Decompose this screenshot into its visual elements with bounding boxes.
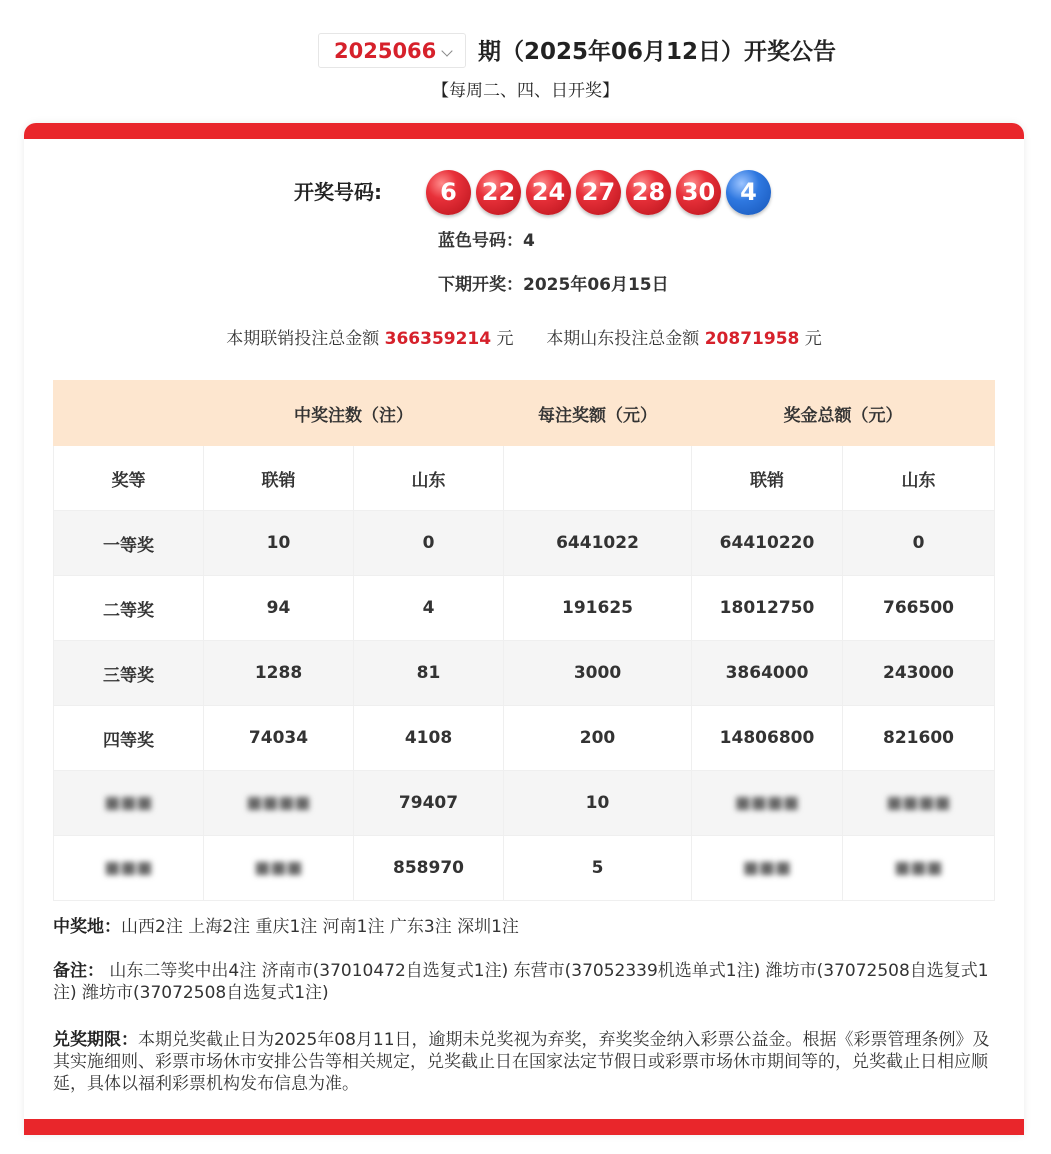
per-bet-cell: 6441022 [504,511,692,576]
per-bet-cell: 5 [504,836,692,901]
card-bottom-bar [24,1119,1024,1135]
result-card [24,123,1024,1135]
issue-select[interactable] [318,33,466,68]
total-union-cell: 64410220 [692,511,843,576]
union-cell-blurred [204,836,354,901]
shandong-cell: 4108 [354,706,504,771]
red-ball: 24 [526,170,571,215]
blue-number-label: 蓝色号码： [438,231,523,251]
red-ball: 22 [476,170,521,215]
remark-text: 山东二等奖中出4注 济南市(37010472自选复式1注) 东营市(37052339机选单式1注) 潍坊市(37072508自选复式1注) 潍坊市(37072508自选复式1注) [53,961,989,1003]
blurred-text: ■■■ [254,858,303,878]
blue-number-value: 4 [523,231,535,251]
claim-deadline [53,1029,998,1095]
table-sub-header [54,446,995,511]
tier-cell-blurred [54,836,204,901]
total-union-cell: 18012750 [692,576,843,641]
table-header-cell [504,446,692,511]
blurred-text: ■■■ [742,858,792,878]
table-row [54,706,995,771]
remark [53,960,998,1004]
total-union-header: 联销 [692,446,843,511]
total-shandong-cell: 766500 [843,576,995,641]
blurred-text: ■■■■ [246,793,311,813]
per-bet-cell: 3000 [504,641,692,706]
claim-deadline-text: 本期兑奖截止日为2025年08月11日，逾期未兑奖视为弃奖，弃奖奖金纳入彩票公益金。根据《彩票管理条例》及其实施细则、彩票市场休市安排公告等相关规定，兑奖截止日在国家法定节假日或彩票市场休市期间等的，兑奖截止日相应顺延，具体以福利彩票机构发布信息为准。 [53,1030,990,1094]
union-cell: 94 [204,576,354,641]
union-cell-blurred [204,771,354,836]
draw-schedule: 【每周二、四、日开奖】 [432,81,619,101]
shandong-cell: 81 [354,641,504,706]
card-top-bar [24,123,1024,139]
remark-label: 备注： [53,961,104,981]
shandong-sales-unit: 元 [804,329,822,349]
table-row [54,836,995,901]
red-ball: 6 [426,170,471,215]
per-bet-header: 每注奖额（元） [504,381,692,446]
total-header: 奖金总额（元） [692,381,995,446]
tier-cell: 三等奖 [54,641,204,706]
total-union-cell: 14806800 [692,706,843,771]
next-draw-label: 下期开奖： [438,275,523,295]
table-row [54,576,995,641]
total-shandong-cell: 0 [843,511,995,576]
union-cell: 1288 [204,641,354,706]
prize-table [53,380,995,901]
union-sales-label: 本期联销投注总金额 [226,329,380,349]
red-ball: 28 [626,170,671,215]
per-bet-cell: 200 [504,706,692,771]
page-header [0,0,1051,120]
next-draw-line [438,274,669,296]
blurred-text: ■■■■ [734,793,800,813]
total-shandong-header: 山东 [843,446,995,511]
table-row [54,641,995,706]
red-ball: 30 [676,170,721,215]
total-shandong-cell-blurred [843,836,995,901]
blurred-text: ■■■ [894,858,943,878]
total-shandong-cell: 821600 [843,706,995,771]
blue-number-line [438,230,535,252]
sales-summary [24,328,1024,350]
per-bet-cell: 191625 [504,576,692,641]
tier-cell-blurred [54,771,204,836]
blurred-text: ■■■ [104,793,153,813]
per-bet-cell: 10 [504,771,692,836]
issue-select-value: 2025066 [334,39,437,63]
total-union-cell-blurred [692,836,843,901]
table-group-header [54,381,995,446]
tier-cell: 二等奖 [54,576,204,641]
blurred-text: ■■■ [104,858,153,878]
union-header: 联销 [204,446,354,511]
blue-ball: 4 [726,170,771,215]
table-row [54,511,995,576]
draw-numbers-label: 开奖号码: [294,180,382,204]
claim-deadline-label: 兑奖期限： [53,1030,138,1050]
chevron-down-icon [441,45,452,56]
total-shandong-cell-blurred [843,771,995,836]
total-union-cell: 3864000 [692,641,843,706]
total-union-cell-blurred [692,771,843,836]
next-draw-date: 2025年06月15日 [523,275,669,295]
draw-numbers [294,168,814,216]
tier-cell: 四等奖 [54,706,204,771]
union-cell: 74034 [204,706,354,771]
table-row [54,771,995,836]
winning-locations [53,916,998,938]
red-ball: 27 [576,170,621,215]
union-sales-unit: 元 [496,329,514,349]
union-cell: 10 [204,511,354,576]
winners-header: 中奖注数（注） [204,381,504,446]
total-shandong-cell: 243000 [843,641,995,706]
shandong-cell: 858970 [354,836,504,901]
tier-cell: 一等奖 [54,511,204,576]
winning-locations-text: 山西2注 上海2注 重庆1注 河南1注 广东3注 深圳1注 [121,917,519,937]
page-title: 期（2025年06月12日）开奖公告 [478,39,837,65]
shandong-header: 山东 [354,446,504,511]
shandong-sales-amount: 20871958 [704,329,800,349]
winning-locations-label: 中奖地： [53,917,121,937]
shandong-cell: 4 [354,576,504,641]
shandong-cell: 79407 [354,771,504,836]
union-sales-amount: 366359214 [384,329,492,349]
table-header-cell [54,381,204,446]
tier-header: 奖等 [54,446,204,511]
blurred-text: ■■■■ [886,793,951,813]
shandong-cell: 0 [354,511,504,576]
shandong-sales-label: 本期山东投注总金额 [546,329,700,349]
